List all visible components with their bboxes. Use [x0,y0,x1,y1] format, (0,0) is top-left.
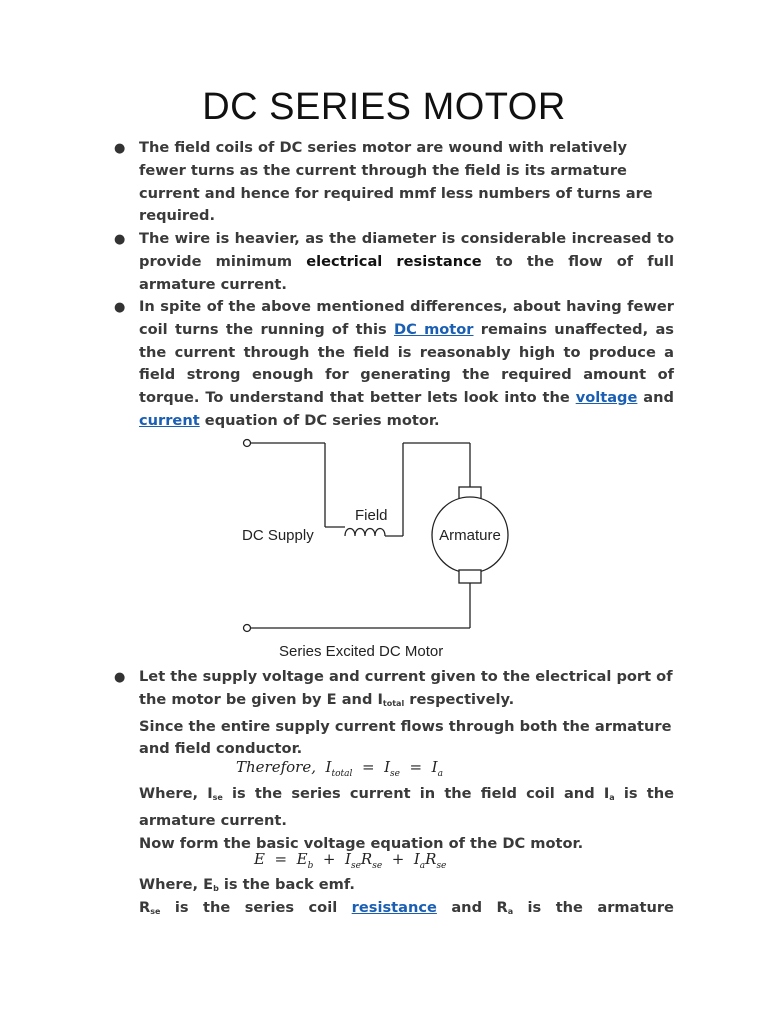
paragraph-6: Now form the basic voltage equation of the DC motor. [139,834,584,852]
bullet-marker: ● [114,670,126,685]
paragraph-5: Where, $I_{se}$ is the series current in the field coil and $I_a$ is the armature current. Now form the basic voltage equation of the DC motor. [139,785,674,852]
paragraph-7: Where, $E_b$ is the back emf. [139,876,355,893]
armature-label: Armature [439,527,501,544]
bottom-terminal [244,625,251,632]
series-motor-diagram [230,432,520,664]
link-dc-motor[interactable]: DC motor [393,320,474,338]
dc-supply-label: DC Supply [242,527,314,544]
equation-voltage: $E = E_b + I_{se}R_{se} + I_aR_{se}$ [254,850,447,871]
paragraph-3: In spite of the above mentioned differences, about having fewer coil turns the running of this DC motor remains unaffected, as the current through the field is reasonably high to produce a field strong enough for generating the required amount of torque. To understand that better lets look into the voltage and current equation of DC series motor. [139,298,674,429]
paragraph-2: The wire is heavier, as the diameter is considerable increased to provide minimum electrical resistance to the flow of full armature current. [139,230,674,293]
bullet-marker: ● [114,141,126,156]
paragraph-1: The field coils of DC series motor are wound with relatively fewer turns as the current through the field is its armature current and hence for required mmf less numbers of turns are required. [139,139,653,225]
paragraph-4: Let the supply voltage and current given to the electrical port of the motor be given by E and $I_{total}$ respectively. Since the entire supply current flows through both the armature and field conductor. [139,668,673,758]
bottom-brush [459,570,481,583]
field-coil-icon [345,529,385,537]
link-resistance[interactable]: resistance [351,899,437,916]
link-current[interactable]: current [139,411,200,429]
bold-term-electrical-resistance: electrical resistance [306,252,482,270]
link-voltage[interactable]: voltage [575,389,638,407]
diagram-caption: Series Excited DC Motor [279,643,444,660]
bullet-marker: ● [114,232,126,247]
equation-currents: Therefore, $I_{total} = I_{se} = I_a$ [236,758,443,779]
top-terminal [244,440,251,447]
paragraph-8: $R_{se}$ is the series coil resistance and $R_a$ is the armature [139,897,674,924]
page-title: DC SERIES MOTOR [202,86,566,128]
field-label: Field [355,507,388,524]
bullet-marker: ● [114,300,126,315]
